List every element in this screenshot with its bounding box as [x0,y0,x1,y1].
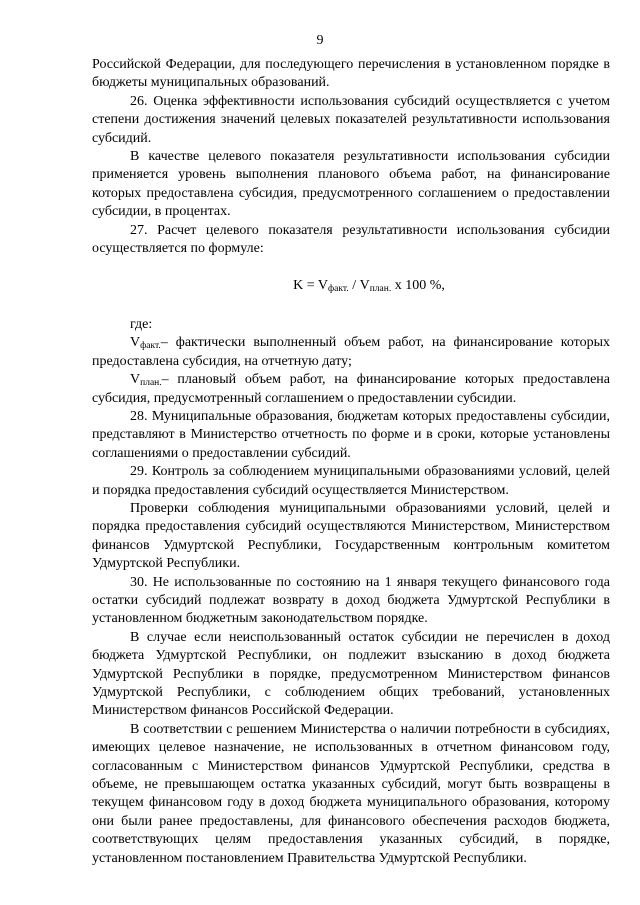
formula [92,277,610,295]
definition-v-fact-text: – фактически выполненный объем работ, на финансирование которых предоставлена субсидия, на отчетную дату; [92,335,610,369]
paragraph-30-recovery: В случае если неиспользованный остаток субсидии не перечислен в доход бюджета Удмуртской Республики, он подлежит взысканию в доход бюджета Удмуртской Республики в порядке, предусмотренном Министерством финансов Удмуртской Республики, с соблюдением общих требований, установленных Министерством финансов Российской Федерации. [92,629,610,719]
formula-sub-fact: факт. [328,284,349,295]
formula-mid: / V [348,278,370,294]
definition-v-fact-subscript: факт. [140,341,161,352]
definition-v-fact [92,334,610,371]
formula-sub-plan: план. [369,284,392,295]
formula-lhs: K = V [293,278,328,294]
paragraph-27: 27. Расчет целевого показателя результативности использования субсидии осуществляется по формуле: [92,222,610,257]
paragraph-26: 26. Оценка эффективности использования субсидий осуществляется с учетом степени достижения значений целевых показателей результативности использования субсидий. [92,93,610,146]
page-number: 9 [316,33,324,48]
paragraph-28: 28. Муниципальные образования, бюджетам которых предоставлены субсидии, представляют в Министерство отчетность по форме и в сроки, которые установлены соглашениями о предоставлении субсидий. [92,408,610,461]
definition-v-plan [92,371,610,408]
formula-rhs: x 100 %, [391,278,445,294]
definition-v-fact-symbol: V [130,335,141,351]
paragraph-29-inspections: Проверки соблюдения муниципальными образованиями условий, целей и порядка предоставления субсидий осуществляются Министерством, Министерством финансов Удмуртской Республики, Государственным контрольным комитетом Удмуртской Республики. [92,500,610,572]
paragraph-26-target-indicator: В качестве целевого показателя результативности использования субсидии применяется уровень выполнения планового объема работ, на финансирование которых предоставлена субсидия, предусмотренного соглашением о предоставлении субсидии, в процентах. [92,149,610,220]
definition-v-plan-subscript: план. [140,378,162,389]
where-label: где: [130,316,153,332]
paragraph-30-return: В соответствии с решением Министерства о наличии потребности в субсидиях, имеющих целевое назначение, не использованных в отчетном финансовом году, согласованным с Министерством финансов Удмуртской Республики, средства в объеме, не превышающем остатка указанных субсидий, могут быть возвращены в текущем финансовом году в доход бюджета муниципального образования, которому они были ранее предоставлены, для финансового обеспечения расходов бюджета, соответствующих целям предоставления указанных субсидий, в порядке, установленном постановлением Правительства Удмуртской Республики. [92,721,610,866]
paragraph-30: 30. Не использованные по состоянию на 1 января текущего финансового года остатки субсидий подлежат возврату в доход бюджета Удмуртской Республики в установленном бюджетным законодательством порядке. [92,574,610,627]
document-body [92,56,610,868]
definition-v-plan-symbol: V [130,372,141,388]
definition-v-plan-text: – плановый объем работ, на финансирование которых предоставлена субсидия, предусмотренный соглашением о предоставлении субсидии. [92,372,610,406]
paragraph-intro: Российской Федерации, для последующего перечисления в установленном порядке в бюджеты муниципальных образований. [92,57,610,91]
paragraph-29: 29. Контроль за соблюдением муниципальными образованиями условий, целей и порядка предоставления субсидий осуществляется Министерством. [92,464,610,498]
